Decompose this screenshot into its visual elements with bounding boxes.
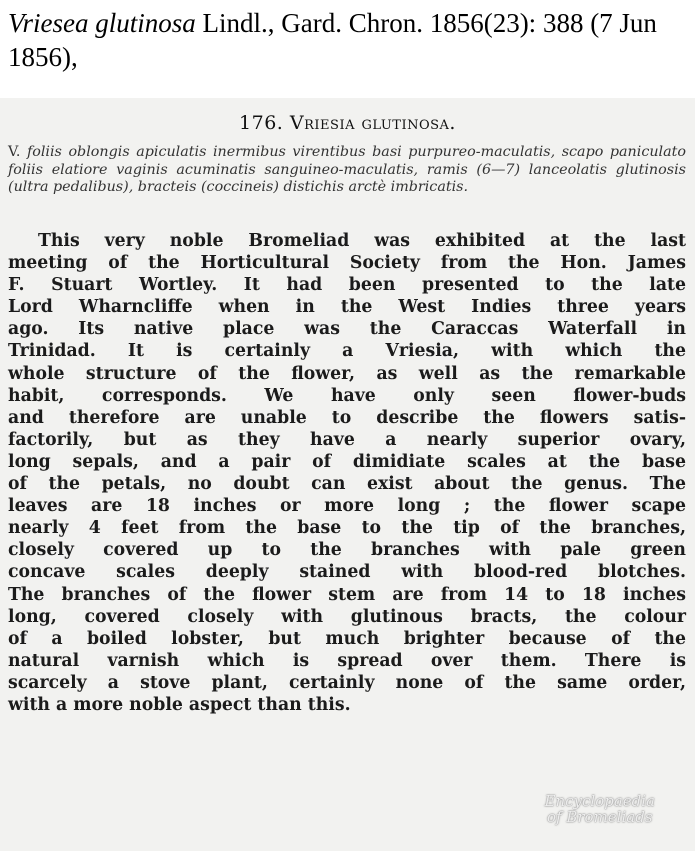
article-line: scarcely a stove plant, certainly none of the same order,: [8, 672, 686, 693]
article-line: and therefore are unable to describe the flowers satis-: [8, 407, 686, 428]
article-line: long sepals, and a pair of dimidiate scales at the base: [8, 451, 686, 472]
latin-diagnosis: [8, 144, 686, 197]
heading-title: Vriesia glutinosa.: [289, 112, 456, 134]
article-line: nearly 4 feet from the base to the tip of the branches,: [8, 518, 686, 539]
watermark-line-2: of Bromeliads: [547, 808, 653, 826]
diagnosis-text: foliis oblongis apiculatis inermibus virentibus basi purpureo-maculatis, scapo paniculato foliis elatiore vaginis acuminatis sanguineo-maculatis, ramis (6—7) lanceolatis glutinosis (ultra pedalibus), bracteis (coccineis) distichis arctè imbricatis.: [8, 144, 687, 195]
article-line: ago. Its native place was the Caraccas Waterfall in: [8, 319, 686, 340]
article-line: with a more noble aspect than this.: [8, 694, 351, 715]
article-line: long, covered closely with glutinous bracts, the colour: [8, 606, 686, 627]
diagnosis-lead: V.: [8, 144, 21, 160]
article-body: [8, 230, 686, 716]
clipping-heading: [0, 112, 695, 134]
citation: [8, 6, 688, 74]
article-line: closely covered up to the branches with pale green: [8, 540, 686, 561]
article-line: The branches of the flower stem are from 14 to 18 inches: [8, 584, 686, 605]
article-line: of the petals, no doubt can exist about the genus. The: [8, 474, 686, 495]
article-line: habit, corresponds. We have only seen flower-buds: [8, 385, 686, 406]
article-line: factorily, but as they have a nearly superior ovary,: [8, 429, 686, 450]
heading-number: 176.: [239, 112, 284, 134]
newspaper-clipping: [0, 98, 695, 851]
article-line: natural varnish which is spread over them. There is: [8, 650, 686, 671]
article-line: whole structure of the flower, as well as the remarkable: [8, 363, 686, 384]
article-line: Lord Wharncliffe when in the West Indies three years: [8, 297, 686, 318]
citation-reference: Lindl., Gard. Chron. 1856(23): 388 (7 Jun 1856),: [8, 8, 657, 72]
species-name: Vriesea glutinosa: [8, 8, 196, 38]
article-line: Trinidad. It is certainly a Vriesia, with which the: [8, 341, 686, 362]
article-line: concave scales deeply stained with blood-red blotches.: [8, 562, 686, 583]
article-line: meeting of the Horticultural Society from the Hon. James: [8, 253, 686, 274]
watermark: [545, 793, 655, 825]
article-line: F. Stuart Wortley. It had been presented to the late: [8, 275, 686, 296]
article-line: of a boiled lobster, but much brighter because of the: [8, 628, 686, 649]
article-line: This very noble Bromeliad was exhibited at the last: [38, 231, 686, 251]
article-line: leaves are 18 inches or more long ; the flower scape: [8, 496, 686, 517]
watermark-line-1: Encyclopaedia: [544, 792, 655, 810]
